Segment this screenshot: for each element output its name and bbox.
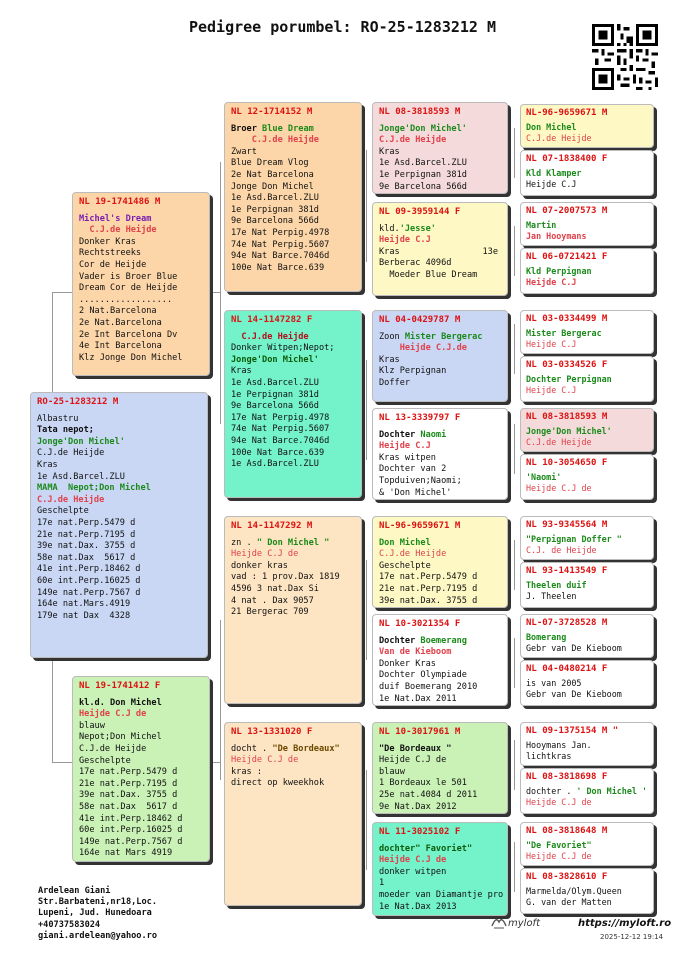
gen5-card[interactable]: [520, 614, 654, 658]
subject-line: 60e int.Perp.16025 d: [37, 575, 141, 586]
mother-line: Geschelpte: [79, 755, 131, 766]
gen5-card[interactable]: [520, 516, 654, 560]
subject-line: Tata nepot;: [37, 425, 94, 436]
gen5-ring: NL 08-3828610 F: [526, 872, 608, 882]
ggp-line: 9e Nat.Dax 2012: [379, 801, 457, 812]
gen5-line: dochter .: [526, 786, 577, 797]
mother-line: 164e nat Mars 4919: [79, 848, 173, 859]
gen5-ring: NL 06-0721421 F: [526, 252, 608, 262]
subject-line: 1e Asd.Barcel.ZLU: [37, 471, 125, 482]
gen5-ring: NL 04-0480214 F: [526, 664, 608, 674]
subject-line: 58e nat.Dax 5617 d: [37, 552, 136, 563]
gen5-ring: NL 08-3818593 M: [526, 412, 608, 422]
grandparent-line: C.J.de Heijde: [231, 331, 309, 342]
gen5-card[interactable]: [520, 660, 654, 706]
grandparent-line: docht .: [231, 743, 273, 754]
father-line: Vader is Broer Blue: [79, 271, 178, 282]
owner-address: Lupeni, Jud. Hunedoara: [38, 908, 152, 919]
gen5-card[interactable]: [520, 248, 654, 294]
great-grandparent-card[interactable]: [372, 202, 508, 296]
subject-line: Geschelpte: [37, 506, 89, 517]
grandparent-line: kras :: [231, 766, 263, 777]
father-ring: NL 19-1741486 M: [79, 197, 161, 207]
gen5-ring: NL 09-1375154 M ": [526, 726, 619, 736]
great-grandparent-card[interactable]: [372, 614, 508, 706]
mother-line: blauw: [79, 720, 105, 731]
great-grandparent-card[interactable]: [372, 722, 508, 814]
great-grandparent-card[interactable]: [372, 310, 508, 402]
mother-line: C.J.de Heijde: [79, 743, 147, 754]
ggp-line: 39e nat.Dax. 3755 d: [379, 595, 478, 606]
grandparent-line: 1e Perpignan 381d: [231, 389, 319, 400]
ggp-line: 1e Asd.Barcel.ZLU: [379, 158, 467, 169]
subject-line: 179e nat Dax 4328: [37, 610, 131, 621]
ggp-line: Don Michel: [379, 537, 431, 548]
grandparent-line: 100e Nat Barce.639: [231, 447, 325, 458]
ggp-line: Kras witpen: [379, 452, 436, 463]
ggp-line: 17e nat.Perp.5479 d: [379, 572, 478, 583]
grandparent-line: 1e Perpignan 381d: [231, 204, 319, 215]
ggp-line: C.J.de Heijde: [379, 135, 447, 146]
great-grandparent-card[interactable]: [372, 822, 508, 916]
grandparent-line: " Don Michel ": [256, 537, 330, 548]
ggp-line: Heijde C.J de: [379, 755, 447, 766]
grandparent-line: vad : 1 prov.Dax 1819: [231, 572, 340, 583]
ggp-ring: NL 10-3017961 M: [379, 727, 461, 737]
ggp-line: Dochter van 2: [379, 464, 447, 475]
father-line: ..................: [79, 294, 173, 305]
ggp-line: 1e Nat.Dax 2011: [379, 693, 457, 704]
ggp-line: 25e nat.4084 d 2011: [379, 789, 478, 800]
mother-line: Heijde C.J de: [79, 709, 147, 720]
ggp-line: 1e Perpignan 381d: [379, 169, 467, 180]
father-line: 2 Nat.Barcelona: [79, 306, 157, 317]
gen5-line: C.J. de Heijde: [526, 545, 597, 556]
gen5-line: Gebr van De Kieboom: [526, 643, 622, 654]
gen5-line: Kld Perpignan: [526, 266, 592, 277]
gen5-line: C.J.de Heijde: [526, 437, 592, 448]
grandparent-line: 4596 3 nat.Dax Si: [231, 583, 319, 594]
subject-line: 149e nat.Perp.7567 d: [37, 587, 141, 598]
father-line: 4e Int Barcelona: [79, 341, 162, 352]
ggp-ring: NL-96-9659671 M: [379, 521, 461, 531]
gen5-line: Jonge'Don Michel': [526, 426, 612, 437]
gen5-card[interactable]: [520, 822, 654, 866]
grandparent-line: direct op kweekhok: [231, 778, 325, 789]
ggp-line: Dochter: [379, 429, 421, 440]
gen5-line: Jan Hooymans: [526, 231, 587, 242]
ggp-line: "De Bordeaux ": [379, 743, 452, 754]
ggp-line: 'Jesse': [399, 223, 436, 234]
grandparent-line: 100e Nat Barce.639: [231, 262, 325, 273]
subject-line: Jonge'Don Michel': [37, 436, 125, 447]
grandparent-line: Broer: [231, 123, 263, 134]
owner-phone: +40737583024: [38, 919, 101, 930]
gen5-line: Dochter Perpignan: [526, 374, 612, 385]
grandparent-line: 17e Nat Perpig.4978: [231, 227, 330, 238]
gen5-line: 'Naomi': [526, 472, 562, 483]
great-grandparent-card[interactable]: [372, 516, 508, 608]
father-line: Rechtstreeks: [79, 248, 142, 259]
gen5-line: Marmelda/Olym.Queen: [526, 886, 622, 897]
gen5-ring: NL 08-3818648 M: [526, 826, 608, 836]
gen5-line: Heijde C.J de: [526, 851, 592, 862]
ggp-line: duif Boemerang 2010: [379, 681, 478, 692]
ggp-line: blauw: [379, 766, 405, 777]
ggp-line: Kras 13e: [379, 246, 498, 257]
ggp-line: moeder van Diamantje pro: [379, 889, 504, 900]
subject-line: 21e nat.Perp.7195 d: [37, 529, 136, 540]
gen5-ring: NL 07-1838400 F: [526, 154, 608, 164]
subject-line: MAMA Nepot;Don Michel: [37, 483, 151, 494]
ggp-ring: NL 09-3959144 F: [379, 207, 461, 217]
subject-line: 17e nat.Perp.5479 d: [37, 517, 136, 528]
gen5-line: Don Michel: [526, 122, 577, 133]
gen5-card[interactable]: [520, 356, 654, 402]
father-line: Donker Kras: [79, 236, 136, 247]
grandparent-line: donker kras: [231, 560, 288, 571]
ggp-line: donker witpen: [379, 866, 447, 877]
gen5-card[interactable]: [520, 202, 654, 246]
gen5-line: G. van der Matten: [526, 897, 612, 908]
mother-line: 21e nat.Perp.7195 d: [79, 778, 178, 789]
ggp-line: Dochter: [379, 635, 421, 646]
grandparent-line: 74e Nat Perpig.5607: [231, 239, 330, 250]
ggp-ring: NL 04-0429787 M: [379, 315, 461, 325]
ggp-line: Berberac 4096d: [379, 258, 452, 269]
ggp-line: Zoon: [379, 331, 405, 342]
ggp-line: 1: [379, 878, 385, 889]
ggp-line: C.J.de Heijde: [379, 549, 447, 560]
mother-line: 149e nat.Perp.7567 d: [79, 836, 183, 847]
mother-card[interactable]: [72, 676, 210, 862]
mother-line: 17e nat.Perp.5479 d: [79, 767, 178, 778]
ggp-line: Dochter Olympiade: [379, 670, 467, 681]
ggp-line: Heijde C.J: [379, 235, 431, 246]
father-line: C.J.de Heijde: [79, 225, 157, 236]
gen5-card[interactable]: [520, 150, 654, 196]
grandparent-line: Kras: [231, 366, 252, 377]
gen5-line: Heijde C.J: [526, 385, 577, 396]
grandparent-line: Donker Witpen;Nepot;: [231, 343, 335, 354]
gen5-line: Heijde C.J: [526, 277, 577, 288]
gen5-line: Theelen duif: [526, 580, 587, 591]
gen5-card[interactable]: [520, 310, 654, 354]
gen5-card[interactable]: [520, 768, 654, 814]
ggp-line: Kras: [379, 354, 400, 365]
gen5-ring: NL 03-0334526 F: [526, 360, 608, 370]
gen5-line: is van 2005: [526, 678, 582, 689]
ggp-line: Geschelpte: [379, 560, 431, 571]
ggp-line: Van de Kieboom: [379, 647, 452, 658]
gen5-line: Gebr van De Kieboom: [526, 689, 622, 700]
gen5-card[interactable]: [520, 722, 654, 766]
grandparent-ring: NL 14-1147292 M: [231, 521, 313, 531]
mother-line: 58e nat.Dax 5617 d: [79, 801, 178, 812]
ggp-line: Donker Kras: [379, 658, 436, 669]
brand-name: myloft: [508, 918, 540, 929]
grandparent-card[interactable]: [224, 102, 362, 292]
gen5-line: C.J.de Heijde: [526, 133, 592, 144]
owner-email[interactable]: giani.ardelean@yahoo.ro: [38, 930, 157, 941]
gen5-line: Mister Bergerac: [526, 328, 602, 339]
ggp-line: Boemerang: [420, 635, 467, 646]
gen5-card[interactable]: [520, 408, 654, 452]
gen5-line: "De Favoriet": [526, 840, 592, 851]
gen5-card[interactable]: [520, 562, 654, 608]
ggp-line: 9e Barcelona 566d: [379, 181, 467, 192]
mother-line: kl.d. Don Michel: [79, 697, 162, 708]
ggp-ring: NL 11-3025102 F: [379, 827, 461, 837]
gen5-card[interactable]: [520, 868, 654, 914]
grandparent-line: Jonge'Don Michel': [231, 354, 319, 365]
ggp-line: kld.: [379, 223, 400, 234]
gen5-line: Heijde C.J de: [526, 797, 592, 808]
grandparent-line: Heijde C.J de: [231, 755, 299, 766]
ggp-line: Heijde C.J.de: [379, 343, 467, 354]
grandparent-line: 2e Nat Barcelona: [231, 169, 314, 180]
father-line: Michel's Dream: [79, 213, 152, 224]
subject-line: C.J.de Heijde: [37, 448, 105, 459]
grandparent-line: 9e Barcelona 566d: [231, 216, 319, 227]
ggp-line: Mister Bergerac: [404, 331, 483, 342]
gen5-line: Heijde C.J: [526, 339, 577, 350]
ggp-ring: NL 08-3818593 M: [379, 107, 461, 117]
grandparent-line: 94e Nat Barce.7046d: [231, 435, 330, 446]
grandparent-line: Jonge Don Michel: [231, 181, 314, 192]
ggp-line: Heijde C.J de: [379, 855, 447, 866]
owner-info: [38, 886, 157, 942]
gen5-card[interactable]: [520, 454, 654, 500]
ggp-line: Moeder Blue Dream: [379, 269, 478, 280]
gen5-line: Bomerang: [526, 632, 567, 643]
owner-address: Str.Barbateni,nr18,Loc.: [38, 897, 157, 908]
gen5-line: J. Theelen: [526, 591, 577, 602]
grandparent-line: 74e Nat Perpig.5607: [231, 424, 330, 435]
ggp-line: 1e Nat.Dax 2013: [379, 901, 457, 912]
mother-line: 41e int.Perp.18462 d: [79, 813, 183, 824]
grandparent-ring: NL 14-1147282 F: [231, 315, 313, 325]
site-link[interactable]: https://myloft.ro: [578, 918, 672, 929]
father-line: Cor de Heijde: [79, 259, 147, 270]
grandparent-line: "De Bordeaux": [272, 743, 340, 754]
subject-line: 39e nat.Dax. 3755 d: [37, 541, 136, 552]
gen5-line: Kld Klamper: [526, 168, 582, 179]
gen5-line: Heijde C.J de: [526, 483, 592, 494]
gen5-ring: NL 93-1413549 F: [526, 566, 608, 576]
print-date: 2025-12-12 19:14: [600, 933, 664, 941]
gen5-ring: NL-96-9659671 M: [526, 108, 608, 118]
subject-line: Kras: [37, 459, 58, 470]
gen5-line: Heijde C.J: [526, 179, 577, 190]
page-title: Pedigree porumbel: RO-25-1283212 M: [188, 18, 497, 36]
mother-line: 60e int.Perp.16025 d: [79, 825, 183, 836]
gen5-ring: NL 10-3054650 F: [526, 458, 608, 468]
mother-line: 39e nat.Dax. 3755 d: [79, 790, 178, 801]
gen5-line: Hooymans Jan.: [526, 740, 592, 751]
ggp-line: 21e nat.Perp.7195 d: [379, 583, 478, 594]
subject-card[interactable]: [30, 392, 208, 658]
grandparent-card[interactable]: [224, 310, 362, 498]
grandparent-line: 9e Barcelona 566d: [231, 401, 319, 412]
mother-ring: NL 19-1741412 F: [79, 681, 161, 691]
grandparent-line: Heijde C.J de: [231, 549, 299, 560]
ggp-ring: NL 10-3021354 F: [379, 619, 461, 629]
grandparent-card[interactable]: [224, 722, 362, 906]
gen5-ring: NL 07-2007573 M: [526, 206, 608, 216]
grandparent-line: 4 nat . Dax 9057: [231, 595, 314, 606]
subject-line: 41e int.Perp.18462 d: [37, 564, 141, 575]
ggp-line: Topduiven;Naomi;: [379, 475, 462, 486]
ggp-line: Jonge'Don Michel': [379, 123, 467, 134]
ggp-line: Klz Perpignan: [379, 366, 447, 377]
subject-line: C.J.de Heijde: [37, 494, 105, 505]
owner-name: Ardelean Giani: [38, 886, 111, 896]
ggp-line: Kras: [379, 146, 400, 157]
grandparent-line: C.J.de Heijde: [231, 135, 319, 146]
grandparent-line: 17e Nat Perpig.4978: [231, 412, 330, 423]
grandparent-line: Blue Dream: [262, 123, 314, 134]
gen5-line: "Perpignan Doffer ": [526, 534, 622, 545]
father-card[interactable]: [72, 192, 210, 376]
father-line: Dream Cor de Heijde: [79, 283, 178, 294]
myloft-logo-icon: [490, 914, 508, 932]
gen5-line: ' Don Michel ': [576, 786, 648, 797]
father-line: 2e Nat.Barcelona: [79, 317, 162, 328]
gen5-line: lichtkras: [526, 751, 572, 762]
grandparent-line: 1e Asd.Barcel.ZLU: [231, 193, 319, 204]
ggp-line: 1 Bordeaux le 501: [379, 778, 467, 789]
subject-ring: RO-25-1283212 M: [37, 397, 119, 407]
mother-line: Nepot;Don Michel: [79, 732, 162, 743]
great-grandparent-card[interactable]: [372, 408, 508, 500]
grandparent-line: Blue Dream Vlog: [231, 158, 309, 169]
ggp-line: Doffer: [379, 377, 411, 388]
grandparent-line: 21 Bergerac 709: [231, 607, 309, 618]
ggp-line: Naomi: [420, 429, 447, 440]
gen5-ring: NL 93-9345564 M: [526, 520, 608, 530]
ggp-line: dochter" Favoriet": [379, 843, 473, 854]
gen5-ring: NL-07-3728528 M: [526, 618, 608, 628]
father-line: 2e Int Barcelona Dv: [79, 329, 178, 340]
qr-code-icon: [592, 24, 658, 90]
grandparent-ring: NL 12-1714152 M: [231, 107, 313, 117]
grandparent-card[interactable]: [224, 516, 362, 704]
ggp-ring: NL 13-3339797 F: [379, 413, 461, 423]
grandparent-line: zn .: [231, 537, 257, 548]
grandparent-line: 1e Asd.Barcel.ZLU: [231, 459, 319, 470]
grandparent-line: 94e Nat Barce.7046d: [231, 251, 330, 262]
grandparent-ring: NL 13-1331020 F: [231, 727, 313, 737]
subject-line: 164e nat.Mars.4919: [37, 599, 131, 610]
father-line: Klz Jonge Don Michel: [79, 352, 183, 363]
gen5-ring: NL 03-0334499 M: [526, 314, 608, 324]
gen5-line: Martin: [526, 220, 557, 231]
ggp-line: & 'Don Michel': [379, 487, 452, 498]
ggp-line: Heijde C.J: [379, 441, 431, 452]
grandparent-line: 1e Asd.Barcel.ZLU: [231, 377, 319, 388]
gen5-ring: NL 08-3818698 F: [526, 772, 608, 782]
subject-line: Albastru: [37, 413, 79, 424]
great-grandparent-card[interactable]: [372, 102, 508, 194]
gen5-card[interactable]: [520, 104, 654, 148]
grandparent-line: Zwart: [231, 146, 257, 157]
